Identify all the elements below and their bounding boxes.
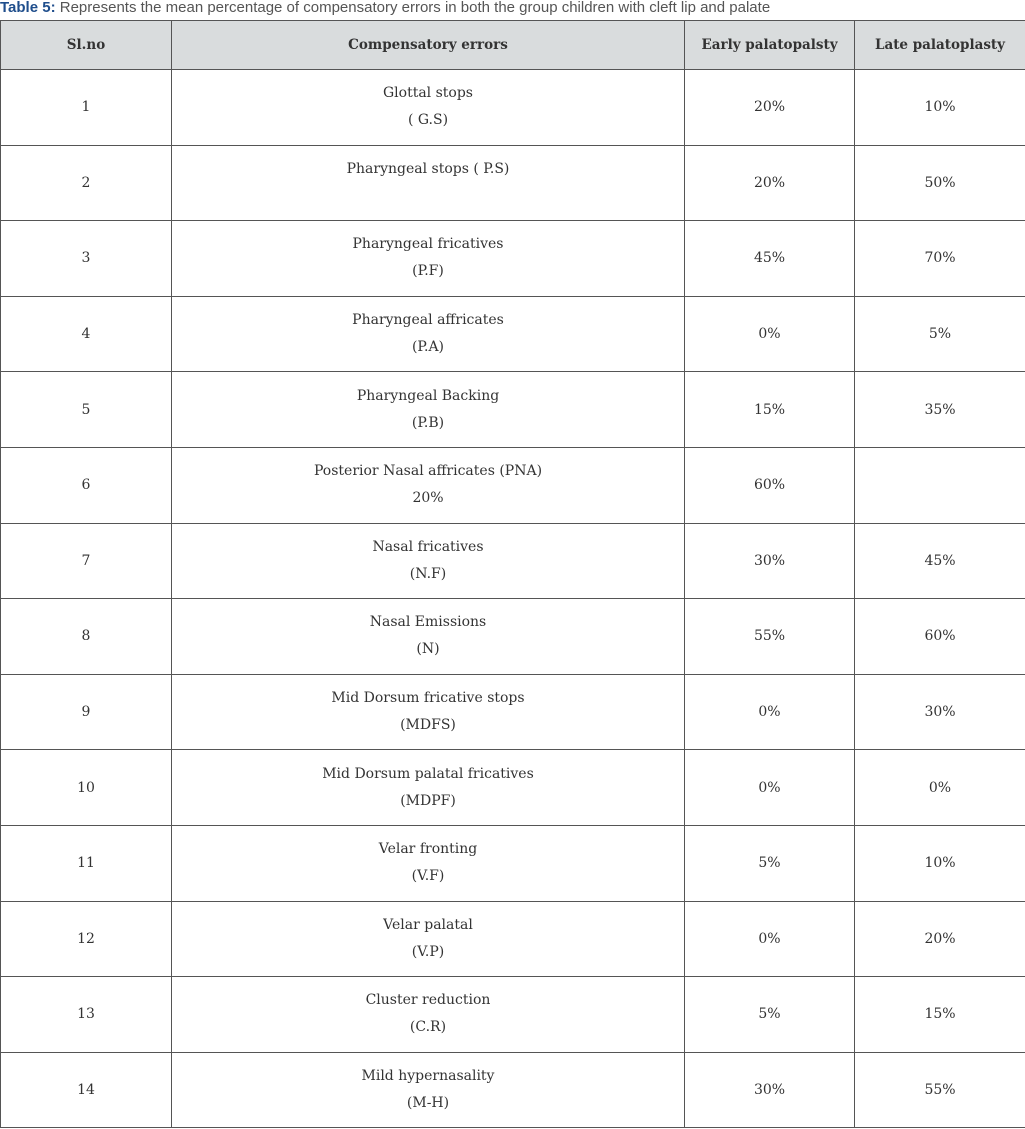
error-name: Nasal fricatives bbox=[372, 538, 484, 555]
table-row bbox=[1, 599, 1025, 675]
cell-late-palatoplasty: 35% bbox=[855, 372, 1025, 448]
table-caption bbox=[0, 0, 770, 20]
header-row bbox=[1, 21, 1025, 70]
cell-early-palatoplasty: 5% bbox=[685, 977, 855, 1053]
table-row bbox=[1, 145, 1025, 221]
error-name: Pharyngeal affricates bbox=[352, 312, 504, 329]
table-row bbox=[1, 674, 1025, 750]
cell-compensatory-error bbox=[172, 447, 685, 523]
cell-late-palatoplasty: 60% bbox=[855, 599, 1025, 675]
error-name: Mid Dorsum fricative stops bbox=[331, 690, 525, 707]
error-abbreviation: (N) bbox=[416, 641, 440, 658]
cell-sl-no: 9 bbox=[1, 674, 172, 750]
cell-late-palatoplasty: 50% bbox=[855, 145, 1025, 221]
error-abbreviation: (P.A) bbox=[411, 339, 445, 356]
table-body bbox=[1, 70, 1025, 1128]
cell-early-palatoplasty: 55% bbox=[685, 599, 855, 675]
cell-sl-no: 8 bbox=[1, 599, 172, 675]
table-header bbox=[1, 21, 1025, 70]
error-name: Nasal Emissions bbox=[369, 614, 487, 631]
table-row bbox=[1, 901, 1025, 977]
cell-late-palatoplasty: 15% bbox=[855, 977, 1025, 1053]
cell-sl-no: 12 bbox=[1, 901, 172, 977]
header-early-palatoplasty: Early palatopalsty bbox=[685, 21, 855, 70]
header-sl-no: Sl.no bbox=[1, 21, 172, 70]
cell-late-palatoplasty: 5% bbox=[855, 296, 1025, 372]
cell-compensatory-error bbox=[172, 901, 685, 977]
cell-early-palatoplasty: 20% bbox=[685, 70, 855, 146]
cell-late-palatoplasty: 10% bbox=[855, 825, 1025, 901]
table-row bbox=[1, 221, 1025, 297]
cell-early-palatoplasty: 0% bbox=[685, 296, 855, 372]
cell-late-palatoplasty: 70% bbox=[855, 221, 1025, 297]
error-name: Posterior Nasal affricates (PNA) bbox=[313, 463, 543, 480]
caption-text: Represents the mean percentage of compensatory errors in both the group children with cleft lip and palate bbox=[55, 0, 771, 16]
table-row bbox=[1, 825, 1025, 901]
cell-compensatory-error bbox=[172, 372, 685, 448]
cell-compensatory-error bbox=[172, 599, 685, 675]
error-name: Pharyngeal Backing bbox=[356, 387, 500, 404]
error-name: Pharyngeal fricatives bbox=[352, 236, 504, 253]
error-abbreviation-empty bbox=[178, 183, 678, 210]
cell-sl-no: 5 bbox=[1, 372, 172, 448]
error-abbreviation: (P.F) bbox=[412, 263, 444, 280]
cell-sl-no: 1 bbox=[1, 70, 172, 146]
error-abbreviation: (MDFS) bbox=[400, 717, 456, 734]
cell-sl-no: 14 bbox=[1, 1052, 172, 1128]
cell-early-palatoplasty: 0% bbox=[685, 901, 855, 977]
cell-compensatory-error bbox=[172, 1052, 685, 1128]
error-name: Mid Dorsum palatal fricatives bbox=[322, 765, 534, 782]
error-abbreviation: 20% bbox=[412, 490, 444, 507]
cell-late-palatoplasty: 20% bbox=[855, 901, 1025, 977]
table-row bbox=[1, 296, 1025, 372]
cell-sl-no: 13 bbox=[1, 977, 172, 1053]
cell-early-palatoplasty: 30% bbox=[685, 523, 855, 599]
caption-label: Table 5: bbox=[0, 0, 56, 16]
cell-compensatory-error bbox=[172, 296, 685, 372]
cell-early-palatoplasty: 0% bbox=[685, 674, 855, 750]
cell-compensatory-error bbox=[172, 977, 685, 1053]
table-row bbox=[1, 1052, 1025, 1128]
cell-early-palatoplasty: 15% bbox=[685, 372, 855, 448]
table-row bbox=[1, 70, 1025, 146]
cell-late-palatoplasty: 30% bbox=[855, 674, 1025, 750]
table-row bbox=[1, 523, 1025, 599]
cell-late-palatoplasty: 45% bbox=[855, 523, 1025, 599]
header-late-palatoplasty: Late palatoplasty bbox=[855, 21, 1025, 70]
error-abbreviation: (MDPF) bbox=[400, 792, 456, 809]
cell-sl-no: 2 bbox=[1, 145, 172, 221]
cell-compensatory-error bbox=[172, 145, 685, 221]
error-name: Velar palatal bbox=[383, 916, 473, 933]
cell-compensatory-error bbox=[172, 70, 685, 146]
cell-late-palatoplasty: 10% bbox=[855, 70, 1025, 146]
error-abbreviation: (V.F) bbox=[411, 868, 445, 885]
cell-early-palatoplasty: 0% bbox=[685, 750, 855, 826]
error-abbreviation: (V.P) bbox=[411, 943, 445, 960]
error-name: Pharyngeal stops ( P.S) bbox=[346, 160, 510, 177]
cell-early-palatoplasty: 45% bbox=[685, 221, 855, 297]
error-abbreviation: ( G.S) bbox=[407, 112, 449, 129]
compensatory-errors-table bbox=[0, 20, 1025, 1128]
cell-sl-no: 6 bbox=[1, 447, 172, 523]
cell-sl-no: 4 bbox=[1, 296, 172, 372]
error-abbreviation: (P.B) bbox=[411, 414, 445, 431]
cell-compensatory-error bbox=[172, 674, 685, 750]
cell-sl-no: 11 bbox=[1, 825, 172, 901]
error-name: Velar fronting bbox=[378, 841, 478, 858]
cell-early-palatoplasty: 60% bbox=[685, 447, 855, 523]
cell-late-palatoplasty: 55% bbox=[855, 1052, 1025, 1128]
error-name: Mild hypernasality bbox=[361, 1068, 495, 1085]
cell-sl-no: 7 bbox=[1, 523, 172, 599]
header-compensatory-errors: Compensatory errors bbox=[172, 21, 685, 70]
cell-compensatory-error bbox=[172, 221, 685, 297]
cell-early-palatoplasty: 30% bbox=[685, 1052, 855, 1128]
cell-compensatory-error bbox=[172, 523, 685, 599]
error-abbreviation: (N.F) bbox=[409, 565, 447, 582]
cell-late-palatoplasty: 0% bbox=[855, 750, 1025, 826]
table-row bbox=[1, 750, 1025, 826]
table-row bbox=[1, 372, 1025, 448]
cell-late-palatoplasty bbox=[855, 447, 1025, 523]
cell-early-palatoplasty: 5% bbox=[685, 825, 855, 901]
cell-sl-no: 3 bbox=[1, 221, 172, 297]
error-name: Glottal stops bbox=[382, 85, 473, 102]
table-row bbox=[1, 977, 1025, 1053]
table-row bbox=[1, 447, 1025, 523]
error-abbreviation: (M-H) bbox=[406, 1095, 450, 1112]
error-name: Cluster reduction bbox=[365, 992, 491, 1009]
cell-compensatory-error bbox=[172, 750, 685, 826]
error-abbreviation: (C.R) bbox=[409, 1019, 447, 1036]
cell-compensatory-error bbox=[172, 825, 685, 901]
cell-early-palatoplasty: 20% bbox=[685, 145, 855, 221]
cell-sl-no: 10 bbox=[1, 750, 172, 826]
